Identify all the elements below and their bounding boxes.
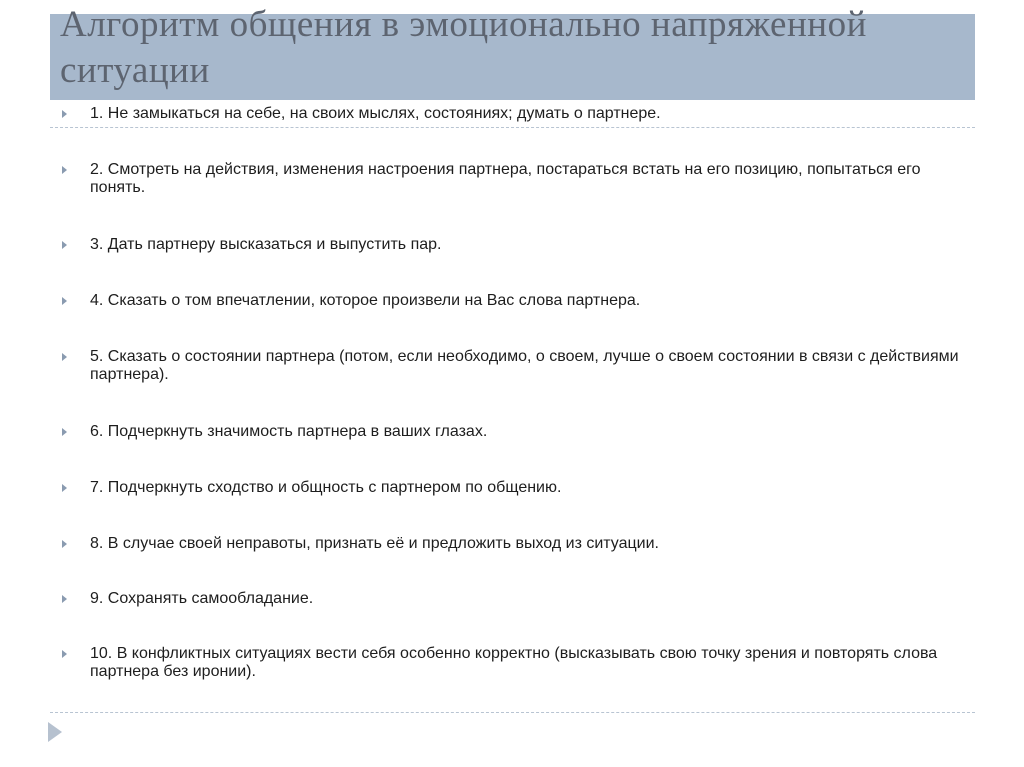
- bullet-triangle-icon: [60, 479, 90, 499]
- bullet-triangle-icon: [60, 236, 90, 256]
- list-item-text: 3. Дать партнеру высказаться и выпустить пар.: [90, 236, 442, 253]
- bullet-triangle-icon: [60, 535, 90, 555]
- list-item: [60, 292, 980, 312]
- list-item-text: 6. Подчеркнуть значимость партнера в ваших глазах.: [90, 423, 488, 440]
- corner-triangle-icon: [48, 722, 62, 742]
- list-item-text: 10. В конфликтных ситуациях вести себя особенно корректно (высказывать свою точку зрения и повторять слова партнера без иронии).: [90, 645, 938, 680]
- list-item: [60, 348, 980, 384]
- list-item-text: 1. Не замыкаться на себе, на своих мыслях, состояниях; думать о партнере.: [90, 105, 661, 122]
- list-item: [60, 535, 980, 555]
- bullet-triangle-icon: [60, 105, 90, 125]
- list-item: [60, 479, 980, 499]
- list-item-text: 8. В случае своей неправоты, признать её и предложить выход из ситуации.: [90, 535, 659, 552]
- list-item: [60, 590, 980, 610]
- list-item-text: 4. Сказать о том впечатлении, которое произвели на Вас слова партнера.: [90, 292, 641, 309]
- list-item-text: 7. Подчеркнуть сходство и общность с партнером по общению.: [90, 479, 562, 496]
- list-item: [60, 423, 980, 443]
- list-item-text: 9. Сохранять самообладание.: [90, 590, 314, 607]
- bullet-triangle-icon: [60, 590, 90, 610]
- list-item: [60, 645, 980, 681]
- list-item: [60, 161, 980, 197]
- list-item-text: 2. Смотреть на действия, изменения настроения партнера, постараться встать на его позицию, попытаться его понять.: [90, 161, 921, 196]
- bullet-triangle-icon: [60, 161, 90, 181]
- bottom-divider: [50, 712, 975, 713]
- slide-title: Алгоритм общения в эмоционально напряженной ситуации: [60, 4, 867, 91]
- bullet-triangle-icon: [60, 645, 90, 665]
- bullet-triangle-icon: [60, 423, 90, 443]
- list-item: [60, 105, 980, 125]
- bullet-triangle-icon: [60, 348, 90, 368]
- list-item-text: 5. Сказать о состоянии партнера (потом, если необходимо, о своем, лучше о своем состоянии в связи с действиями партнера).: [90, 348, 959, 383]
- bullet-triangle-icon: [60, 292, 90, 312]
- list-item: [60, 236, 980, 256]
